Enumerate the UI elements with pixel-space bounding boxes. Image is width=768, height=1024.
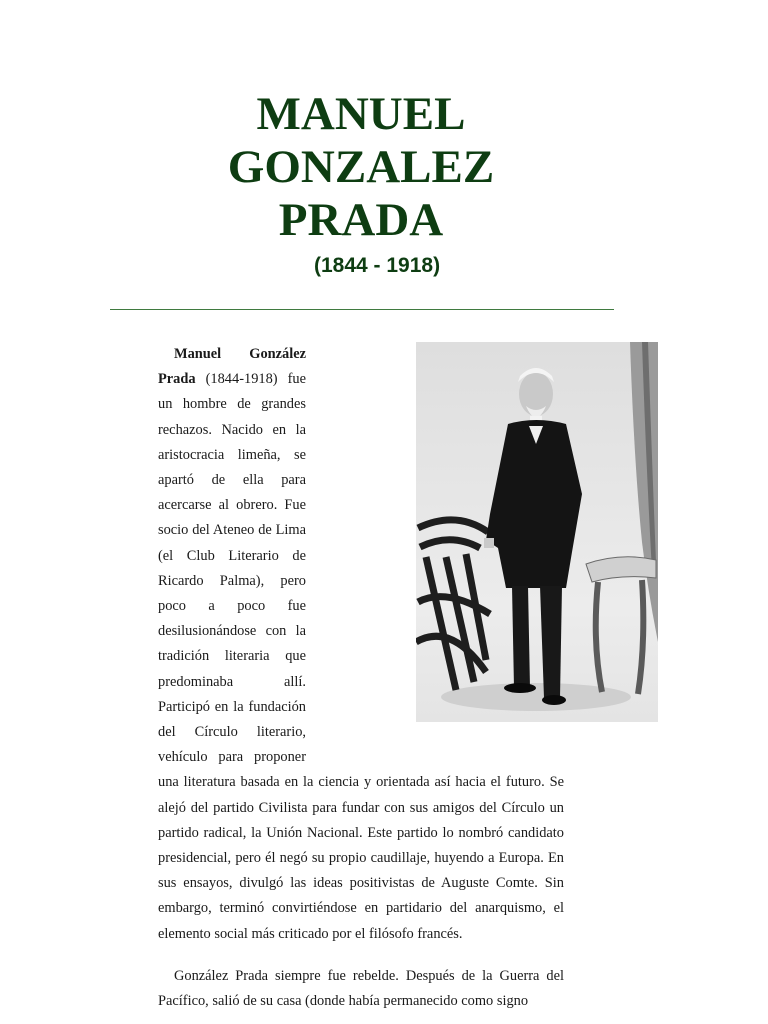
subject-name: Manuel González Prada — [158, 346, 306, 388]
title-line-2: GONZALEZ — [227, 141, 495, 193]
paragraph-1-text: (1844-1918) fue un hombre de grandes rechazos. Nacido en la aristocracia limeña, se apartó de ella para acercarse al obrero. Fue socio del Ateneo de Lima (el Club Literario de Ricardo Palma), pero poco a poco fue desilusionándose con la tradición literaria que predominaba allí. Participó en la fundación del Círculo literario, vehículo para proponer una literatura basada en la ciencia y orientada así hacia el futuro. Se alejó del partido Civilista para fundar con sus amigos del Círculo un partido radical, la Unión Nacional. Este partido lo nombró candidato presidencial, pero él negó su propio caudillaje, huyendo a Europa. En sus ensayos, divulgó las ideas positivistas de Auguste Comte. Sin embargo, terminó convirtiéndose en partidario del anarquismo, el elemento social más criticado por el filósofo francés. — [158, 371, 564, 942]
photo-float-spacer — [306, 342, 564, 746]
lifespan-years: (1844 - 1918) — [314, 254, 441, 277]
title-line-1: MANUEL — [256, 88, 466, 140]
title-line-3: PRADA — [278, 194, 444, 246]
body-text — [158, 342, 564, 1014]
title-divider — [110, 309, 614, 310]
document-title — [0, 88, 722, 247]
paragraph-2: González Prada siempre fue rebelde. Después de la Guerra del Pacífico, salió de su casa (donde había permanecido como signo — [158, 967, 564, 1010]
